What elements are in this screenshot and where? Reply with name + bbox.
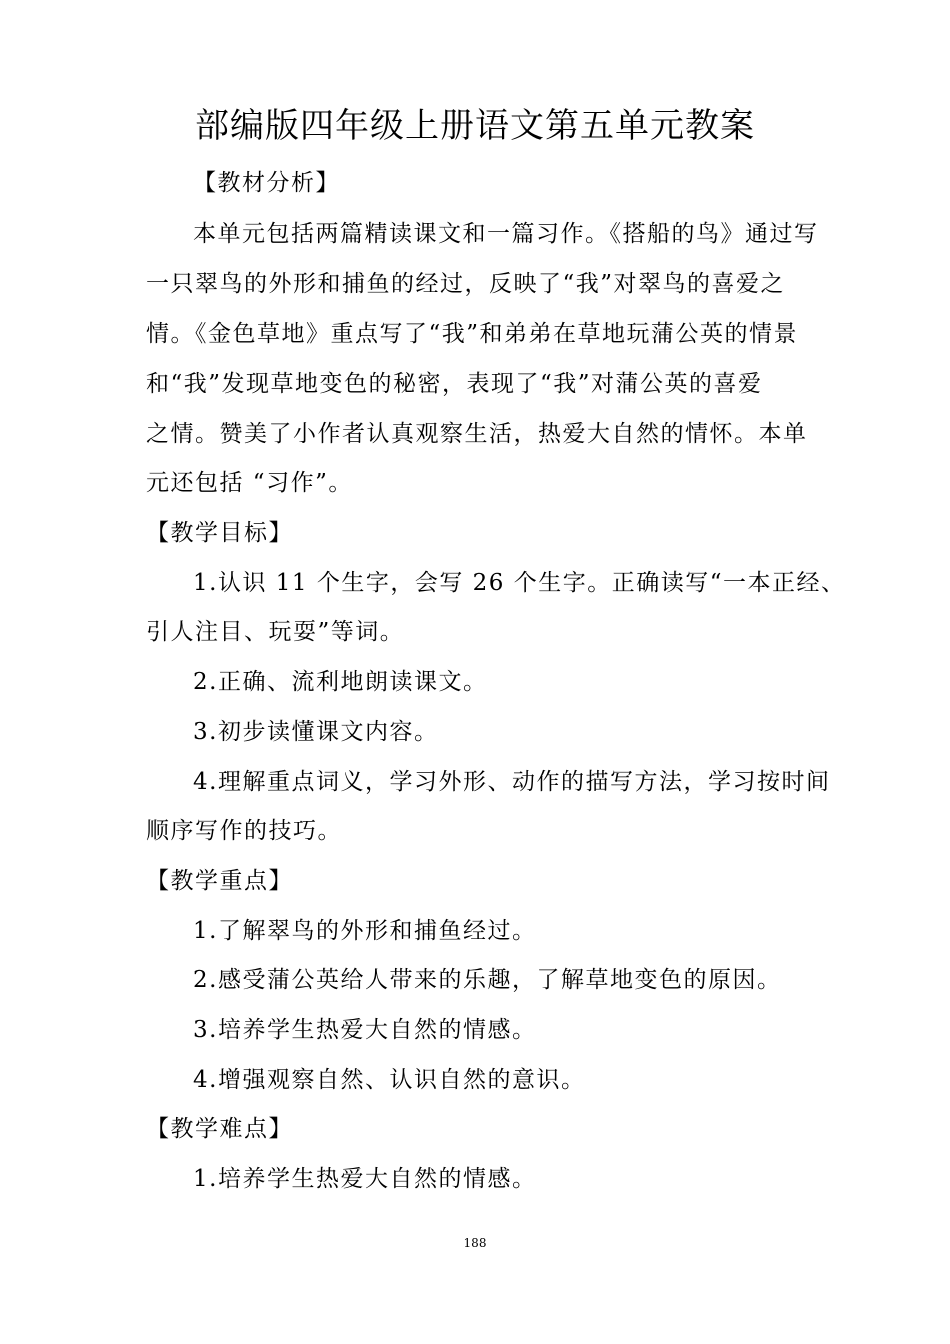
paragraph-line: 一只翠鸟的外形和捕鱼的经过，反映了“我”对翠鸟的喜爱之 <box>146 271 786 297</box>
document-title: 部编版四年级上册语文第五单元教案 <box>195 106 755 146</box>
list-item: 4.理解重点词义，学习外形、动作的描写方法，学习按时间 <box>193 769 831 795</box>
list-item: 2.正确、流利地朗读课文。 <box>193 669 488 695</box>
list-item: 1.培养学生热爱大自然的情感。 <box>193 1166 537 1192</box>
list-item: 3.培养学生热爱大自然的情感。 <box>193 1017 537 1043</box>
list-item: 4.增强观察自然、认识自然的意识。 <box>193 1067 586 1093</box>
heading-teaching-goals: 【教学目标】 <box>146 520 293 546</box>
paragraph-line: 之情。赞美了小作者认真观察生活，热爱大自然的情怀。本单 <box>146 421 808 447</box>
list-item: 1.认识 11 个生字，会写 26 个生字。正确读写“一本正经、 <box>193 570 846 596</box>
list-item: 1.了解翠鸟的外形和捕鱼经过。 <box>193 918 537 944</box>
paragraph-line: 情。《金色草地》重点写了“我”和弟弟在草地玩蒲公英的情景 <box>146 321 799 347</box>
list-item-continuation: 顺序写作的技巧。 <box>146 818 342 844</box>
paragraph-line: 元还包括 “习作”。 <box>146 470 353 496</box>
list-item: 2.感受蒲公英给人带来的乐趣，了解草地变色的原因。 <box>193 967 782 993</box>
heading-teaching-difficulties: 【教学难点】 <box>146 1116 293 1142</box>
paragraph-line: 和“我”发现草地变色的秘密，表现了“我”对蒲公英的喜爱 <box>146 371 763 397</box>
page-number: 188 <box>463 1236 487 1250</box>
heading-teaching-focus: 【教学重点】 <box>146 868 293 894</box>
paragraph-line: 本单元包括两篇精读课文和一篇习作。《搭船的鸟》通过写 <box>193 221 819 247</box>
list-item: 3.初步读懂课文内容。 <box>193 719 439 745</box>
heading-textbook-analysis: 【教材分析】 <box>193 170 340 196</box>
list-item-continuation: 引人注目、玩耍”等词。 <box>146 619 405 645</box>
